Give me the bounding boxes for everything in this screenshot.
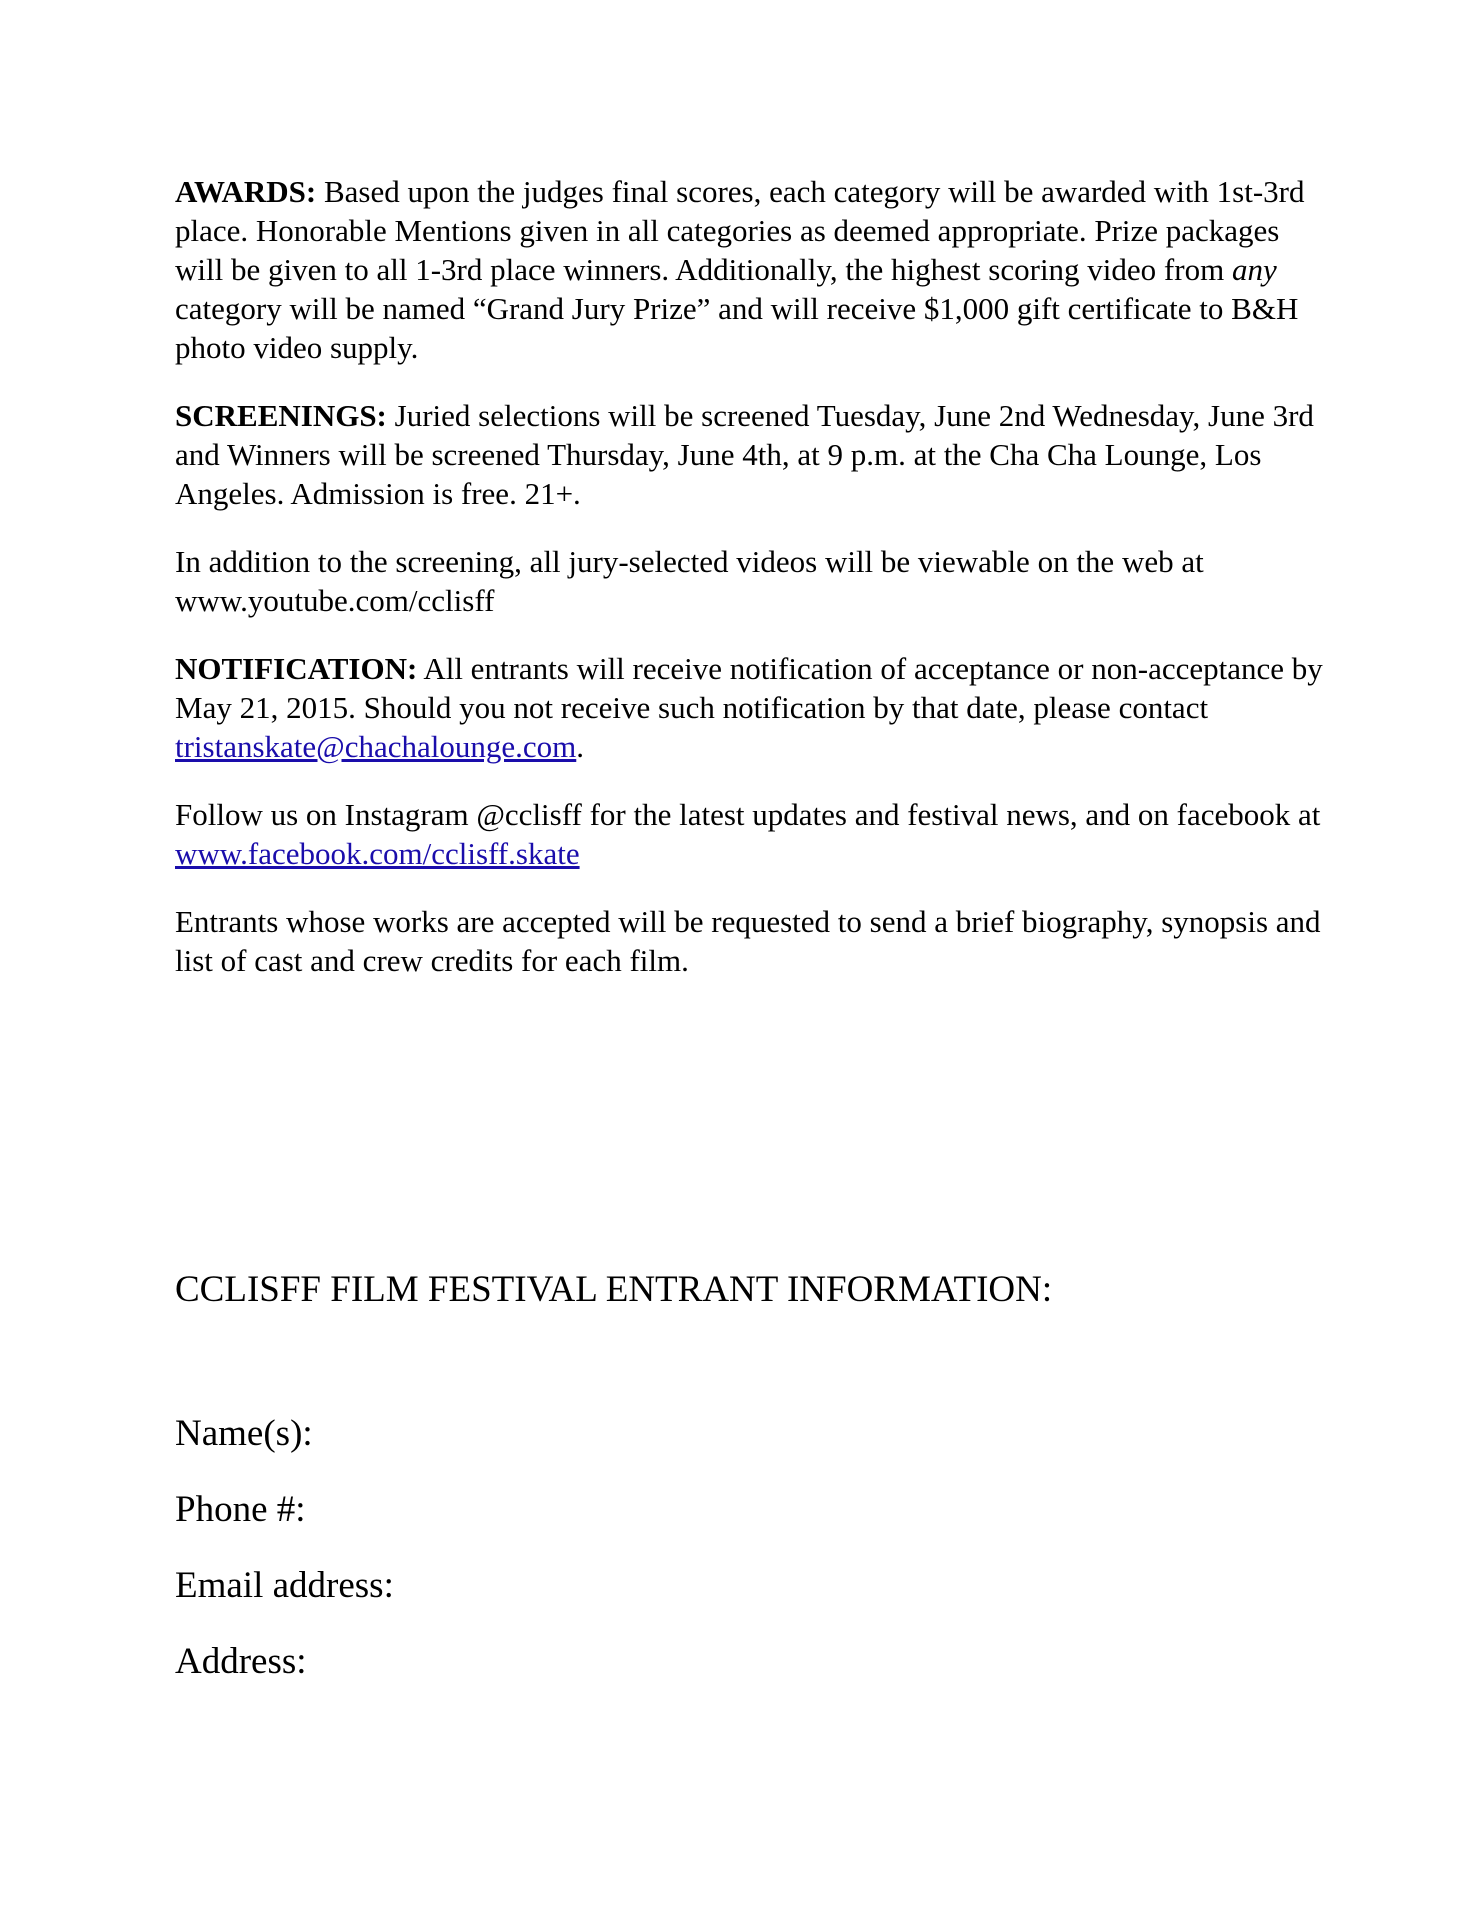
notification-label: NOTIFICATION:	[175, 651, 418, 686]
awards-label: AWARDS:	[175, 174, 317, 209]
web-viewing-text: In addition to the screening, all jury-selected videos will be viewable on the web at www.youtube.com/cclisff	[175, 544, 1204, 618]
form-label-names: Name(s):	[175, 1413, 313, 1454]
notification-text: All entrants will receive notification of acceptance or non-acceptance by May 21, 2015. Should you not receive such notification by that date, please contact	[175, 651, 1323, 725]
awards-text-2: category will be named “Grand Jury Prize” and will receive $1,000 gift certificate to B&H photo video supply.	[175, 291, 1299, 365]
form-label-address: Address:	[175, 1641, 307, 1682]
entrant-info-title: CCLISFF FILM FESTIVAL ENTRANT INFORMATION:	[175, 1269, 1053, 1310]
awards-text-1: Based upon the judges final scores, each category will be awarded with 1st-3rd place. Honorable Mentions given in all categories as deemed appropriate. Prize packages will be given to all 1-3rd place winners. Additionally, the highest scoring video from	[175, 174, 1305, 287]
screenings-paragraph	[175, 396, 1325, 513]
form-label-phone: Phone #:	[175, 1489, 306, 1530]
form-label-email: Email address:	[175, 1565, 394, 1606]
contact-email-link[interactable]: tristanskate@chachalounge.com	[175, 729, 577, 764]
entrants-text: Entrants whose works are accepted will be requested to send a brief biography, synopsis and list of cast and crew credits for each film.	[175, 904, 1321, 978]
follow-text: Follow us on Instagram @cclisff for the latest updates and festival news, and on facebook at	[175, 797, 1336, 832]
awards-emphasis: any	[1231, 252, 1277, 287]
screenings-label: SCREENINGS:	[175, 398, 387, 433]
entrants-paragraph	[175, 902, 1325, 980]
follow-paragraph	[175, 795, 1336, 873]
web-viewing-paragraph	[175, 542, 1325, 620]
screenings-text: Juried selections will be screened Tuesday, June 2nd Wednesday, June 3rd and Winners will be screened Thursday, June 4th, at 9 p.m. at the Cha Cha Lounge, Los Angeles. Admission is free. 21+.	[175, 398, 1314, 511]
facebook-link[interactable]: www.facebook.com/cclisff.skate	[175, 836, 580, 871]
notification-end: .	[576, 729, 585, 764]
entrant-info-form	[175, 1412, 394, 1716]
document-body	[175, 172, 1336, 1009]
awards-paragraph	[175, 172, 1325, 367]
notification-paragraph	[175, 649, 1325, 766]
